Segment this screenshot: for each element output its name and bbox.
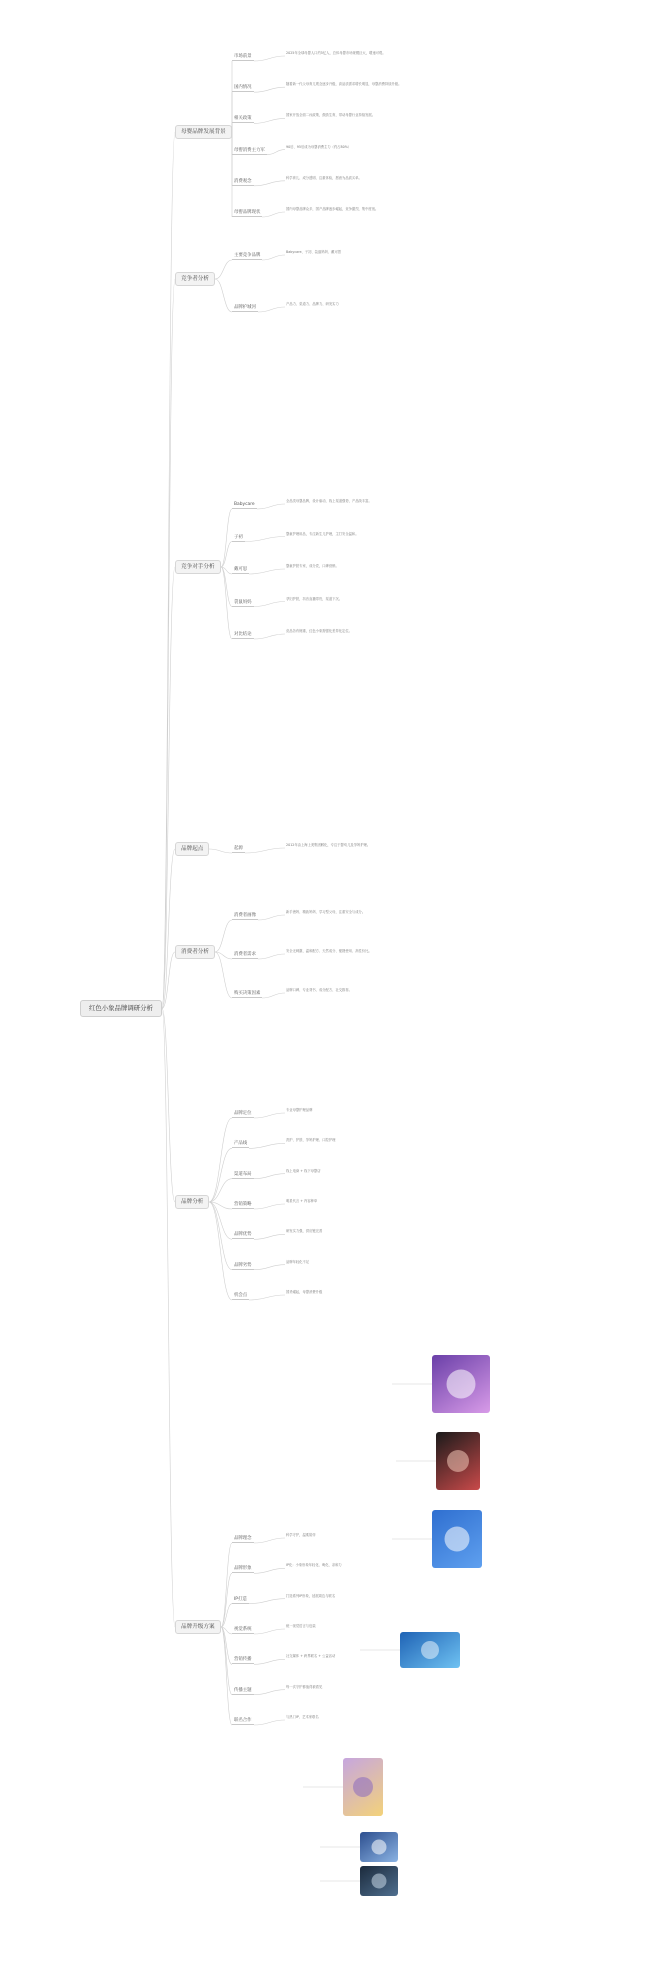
detail-5-2: 安全无刺激、温和配方、天然成分、便捷使用、高性价比。: [286, 949, 372, 953]
detail-1-4: 90后、95后成为母婴消费主力（约占80%）: [286, 144, 352, 149]
detail-7-4: 统一视觉语言与包装: [286, 1624, 316, 1628]
detail-5-1: 新手爸妈、精致妈妈、学习型父母，注重安全与成分。: [286, 910, 366, 914]
branch-6-5: 品牌优势: [232, 1232, 254, 1239]
connector-line: [221, 509, 232, 567]
branch-1-3: 相关政策: [232, 116, 254, 123]
detail-7-1: 科学守护，温柔陪伴: [286, 1533, 316, 1537]
connector-line: [262, 255, 285, 260]
connector-line: [215, 279, 232, 312]
detail-7-2: IP化：小象形象年轻化、萌化、亲和力: [286, 1563, 342, 1568]
connector-line: [245, 848, 285, 853]
connector-line: [254, 1174, 285, 1179]
connector-line: [209, 1118, 232, 1202]
connector-line: [162, 132, 175, 1009]
section-1: 母婴品牌发展背景: [175, 125, 232, 139]
detail-5-3: 品牌口碑、专业背书、成分配方、社交推荐。: [286, 988, 352, 992]
branch-7-1: 品牌理念: [232, 1536, 254, 1543]
connector-line: [258, 307, 285, 312]
section-4: 品牌起点: [175, 842, 209, 856]
connector-line: [254, 1538, 285, 1543]
branch-5-3: 购买决策因素: [232, 991, 262, 998]
branch-5-2: 消费者需求: [232, 952, 258, 959]
connector-line: [221, 542, 232, 568]
branch-1-4: 母婴消费主力军: [232, 148, 267, 155]
connector-line: [209, 849, 232, 853]
branch-7-7: 联名合作: [232, 1718, 254, 1725]
connector-line: [254, 87, 285, 92]
detail-1-2: 随着新一代父母育儿观念逐步升级，高品质需求增长明显，母婴消费持续升级。: [286, 82, 402, 87]
connector-line: [215, 952, 232, 959]
branch-3-3: 戴可思: [232, 567, 249, 574]
detail-3-4: 孕妇护肤，抖音直播带货，渠道下沉。: [286, 596, 343, 601]
connector-line: [262, 993, 285, 998]
connector-line: [249, 1143, 285, 1148]
connector-line: [254, 118, 285, 123]
connector-line: [254, 602, 285, 607]
branch-3-1: Babycare: [232, 502, 257, 509]
detail-4-1: 2012年由上海上美集团孵化，专注于婴幼儿及孕妈护理。: [286, 843, 371, 847]
root-topic: 红色小象品牌调研分析: [80, 1000, 162, 1017]
branch-6-4: 营销策略: [232, 1202, 254, 1209]
connector-line: [249, 569, 285, 574]
connector-line: [162, 279, 175, 1009]
branch-3-4: 袋鼠妈妈: [232, 600, 254, 607]
detail-6-5: 研发实力强，供应链完善: [286, 1229, 323, 1234]
detail-7-7: 与热门IP、艺术家联名: [286, 1715, 319, 1719]
section-6: 品牌分析: [175, 1195, 209, 1209]
detail-7-5: 社交媒体 + 跨界联名 + 公益活动: [286, 1654, 336, 1659]
ip-character-2-image: [436, 1432, 480, 1490]
connector-line: [254, 1629, 285, 1634]
connector-line: [221, 567, 232, 639]
section-5: 消费者分析: [175, 945, 215, 959]
connector-line: [267, 150, 285, 155]
detail-1-3: 国家开放全面二孩政策，鼓励生育，带动母婴行业持续发展。: [286, 113, 376, 118]
connector-line: [221, 1627, 232, 1725]
branch-6-1: 品牌定位: [232, 1111, 254, 1118]
connector-line: [249, 1295, 285, 1300]
branch-7-6: 传播主题: [232, 1688, 254, 1695]
little-prince-image: [343, 1758, 383, 1816]
detail-6-1: 专业母婴护理品牌: [286, 1108, 313, 1112]
branch-3-5: 对比结论: [232, 632, 254, 639]
connector-line: [254, 1265, 285, 1270]
branch-4-1: 起源: [232, 846, 245, 853]
connector-line: [254, 1690, 285, 1695]
branch-2-1: 主要竞争品牌: [232, 253, 262, 260]
connector-line: [258, 954, 285, 959]
connector-line: [254, 634, 285, 639]
connector-line: [209, 1202, 232, 1270]
detail-6-2: 洗护、护肤、孕妈护理、口腔护理: [286, 1138, 336, 1143]
detail-3-5: 竞品各有侧重，红色小象需强化差异化定位。: [286, 629, 352, 633]
connector-line: [209, 1148, 232, 1202]
detail-6-7: 国货崛起，母婴消费升级: [286, 1290, 323, 1294]
detail-7-6: 每一次守护都值得被看见: [286, 1684, 323, 1689]
detail-3-3: 婴童护肤专家，成分党，口碑营销。: [286, 564, 339, 568]
branch-6-3: 渠道布局: [232, 1172, 254, 1179]
branch-1-1: 市场前景: [232, 54, 254, 61]
detail-3-1: 全品类母婴品牌，设计驱动，线上渠道强势，产品线丰富。: [286, 499, 372, 503]
section-3: 竞争对手分析: [175, 560, 221, 574]
connector-line: [215, 260, 232, 279]
detail-6-3: 线上电商 + 线下母婴店: [286, 1168, 321, 1173]
detail-1-6: 国内母婴品牌众多，国产品牌逐步崛起，竞争激烈，集中度低。: [286, 207, 379, 211]
detail-1-1: 2025年全球母婴人口约5亿人，总体母婴市场规模巨大，增速可观。: [286, 51, 386, 55]
connector-line: [254, 56, 285, 61]
branch-6-6: 品牌劣势: [232, 1263, 254, 1270]
connector-line: [254, 1204, 285, 1209]
detail-2-1: Babycare、子初、袋鼠妈妈、戴可思: [286, 250, 342, 254]
connector-line: [215, 920, 232, 952]
connector-line: [258, 915, 285, 920]
connector-line: [257, 504, 285, 509]
branch-1-5: 消费观念: [232, 179, 254, 186]
branch-1-6: 母婴品牌现状: [232, 210, 262, 217]
detail-6-4: 明星代言 + 内容种草: [286, 1199, 318, 1203]
branch-5-1: 消费者画像: [232, 913, 258, 920]
branch-2-2: 品牌护城河: [232, 305, 258, 312]
detail-2-2: 产品力、渠道力、品牌力、研发实力: [286, 302, 339, 306]
connector-line: [245, 537, 285, 542]
connector-line: [262, 212, 285, 217]
connector-line: [254, 181, 285, 186]
connector-line: [209, 1202, 232, 1239]
connector-line: [254, 1234, 285, 1239]
detail-1-5: 科学育儿、成分透明、注重体验，愿意为品质买单。: [286, 175, 362, 180]
connector-line: [254, 1720, 285, 1725]
poster-2-image: [360, 1866, 398, 1896]
detail-7-3: 打造系列IP形象，延展周边与联名: [286, 1593, 336, 1598]
detail-3-2: 婴童护理用品，专注新生儿护理，主打安全温和。: [286, 531, 359, 536]
badge-5-image: [432, 1510, 482, 1568]
poster-1-image: [360, 1832, 398, 1862]
ip-character-1-image: [432, 1355, 490, 1413]
branch-7-5: 营销传播: [232, 1657, 254, 1664]
connector-line: [254, 1113, 285, 1118]
connector-line: [209, 1202, 232, 1300]
connector-line: [221, 1627, 232, 1695]
branch-6-7: 机会点: [232, 1293, 249, 1300]
branch-1-2: 国内情况: [232, 85, 254, 92]
detail-6-6: 品牌年轻化不足: [286, 1259, 310, 1264]
stage-banner-image: [400, 1632, 460, 1668]
connector-line: [254, 1659, 285, 1664]
connector-line: [254, 1568, 285, 1573]
branch-7-2: 品牌形象: [232, 1566, 254, 1573]
branch-7-4: 视觉系统: [232, 1627, 254, 1634]
section-2: 竞争者分析: [175, 272, 215, 286]
branch-7-3: IP打造: [232, 1597, 249, 1604]
connector-line: [249, 1599, 285, 1604]
branch-6-2: 产品线: [232, 1141, 249, 1148]
section-7: 品牌升级方案: [175, 1620, 221, 1634]
branch-3-2: 子初: [232, 535, 245, 542]
